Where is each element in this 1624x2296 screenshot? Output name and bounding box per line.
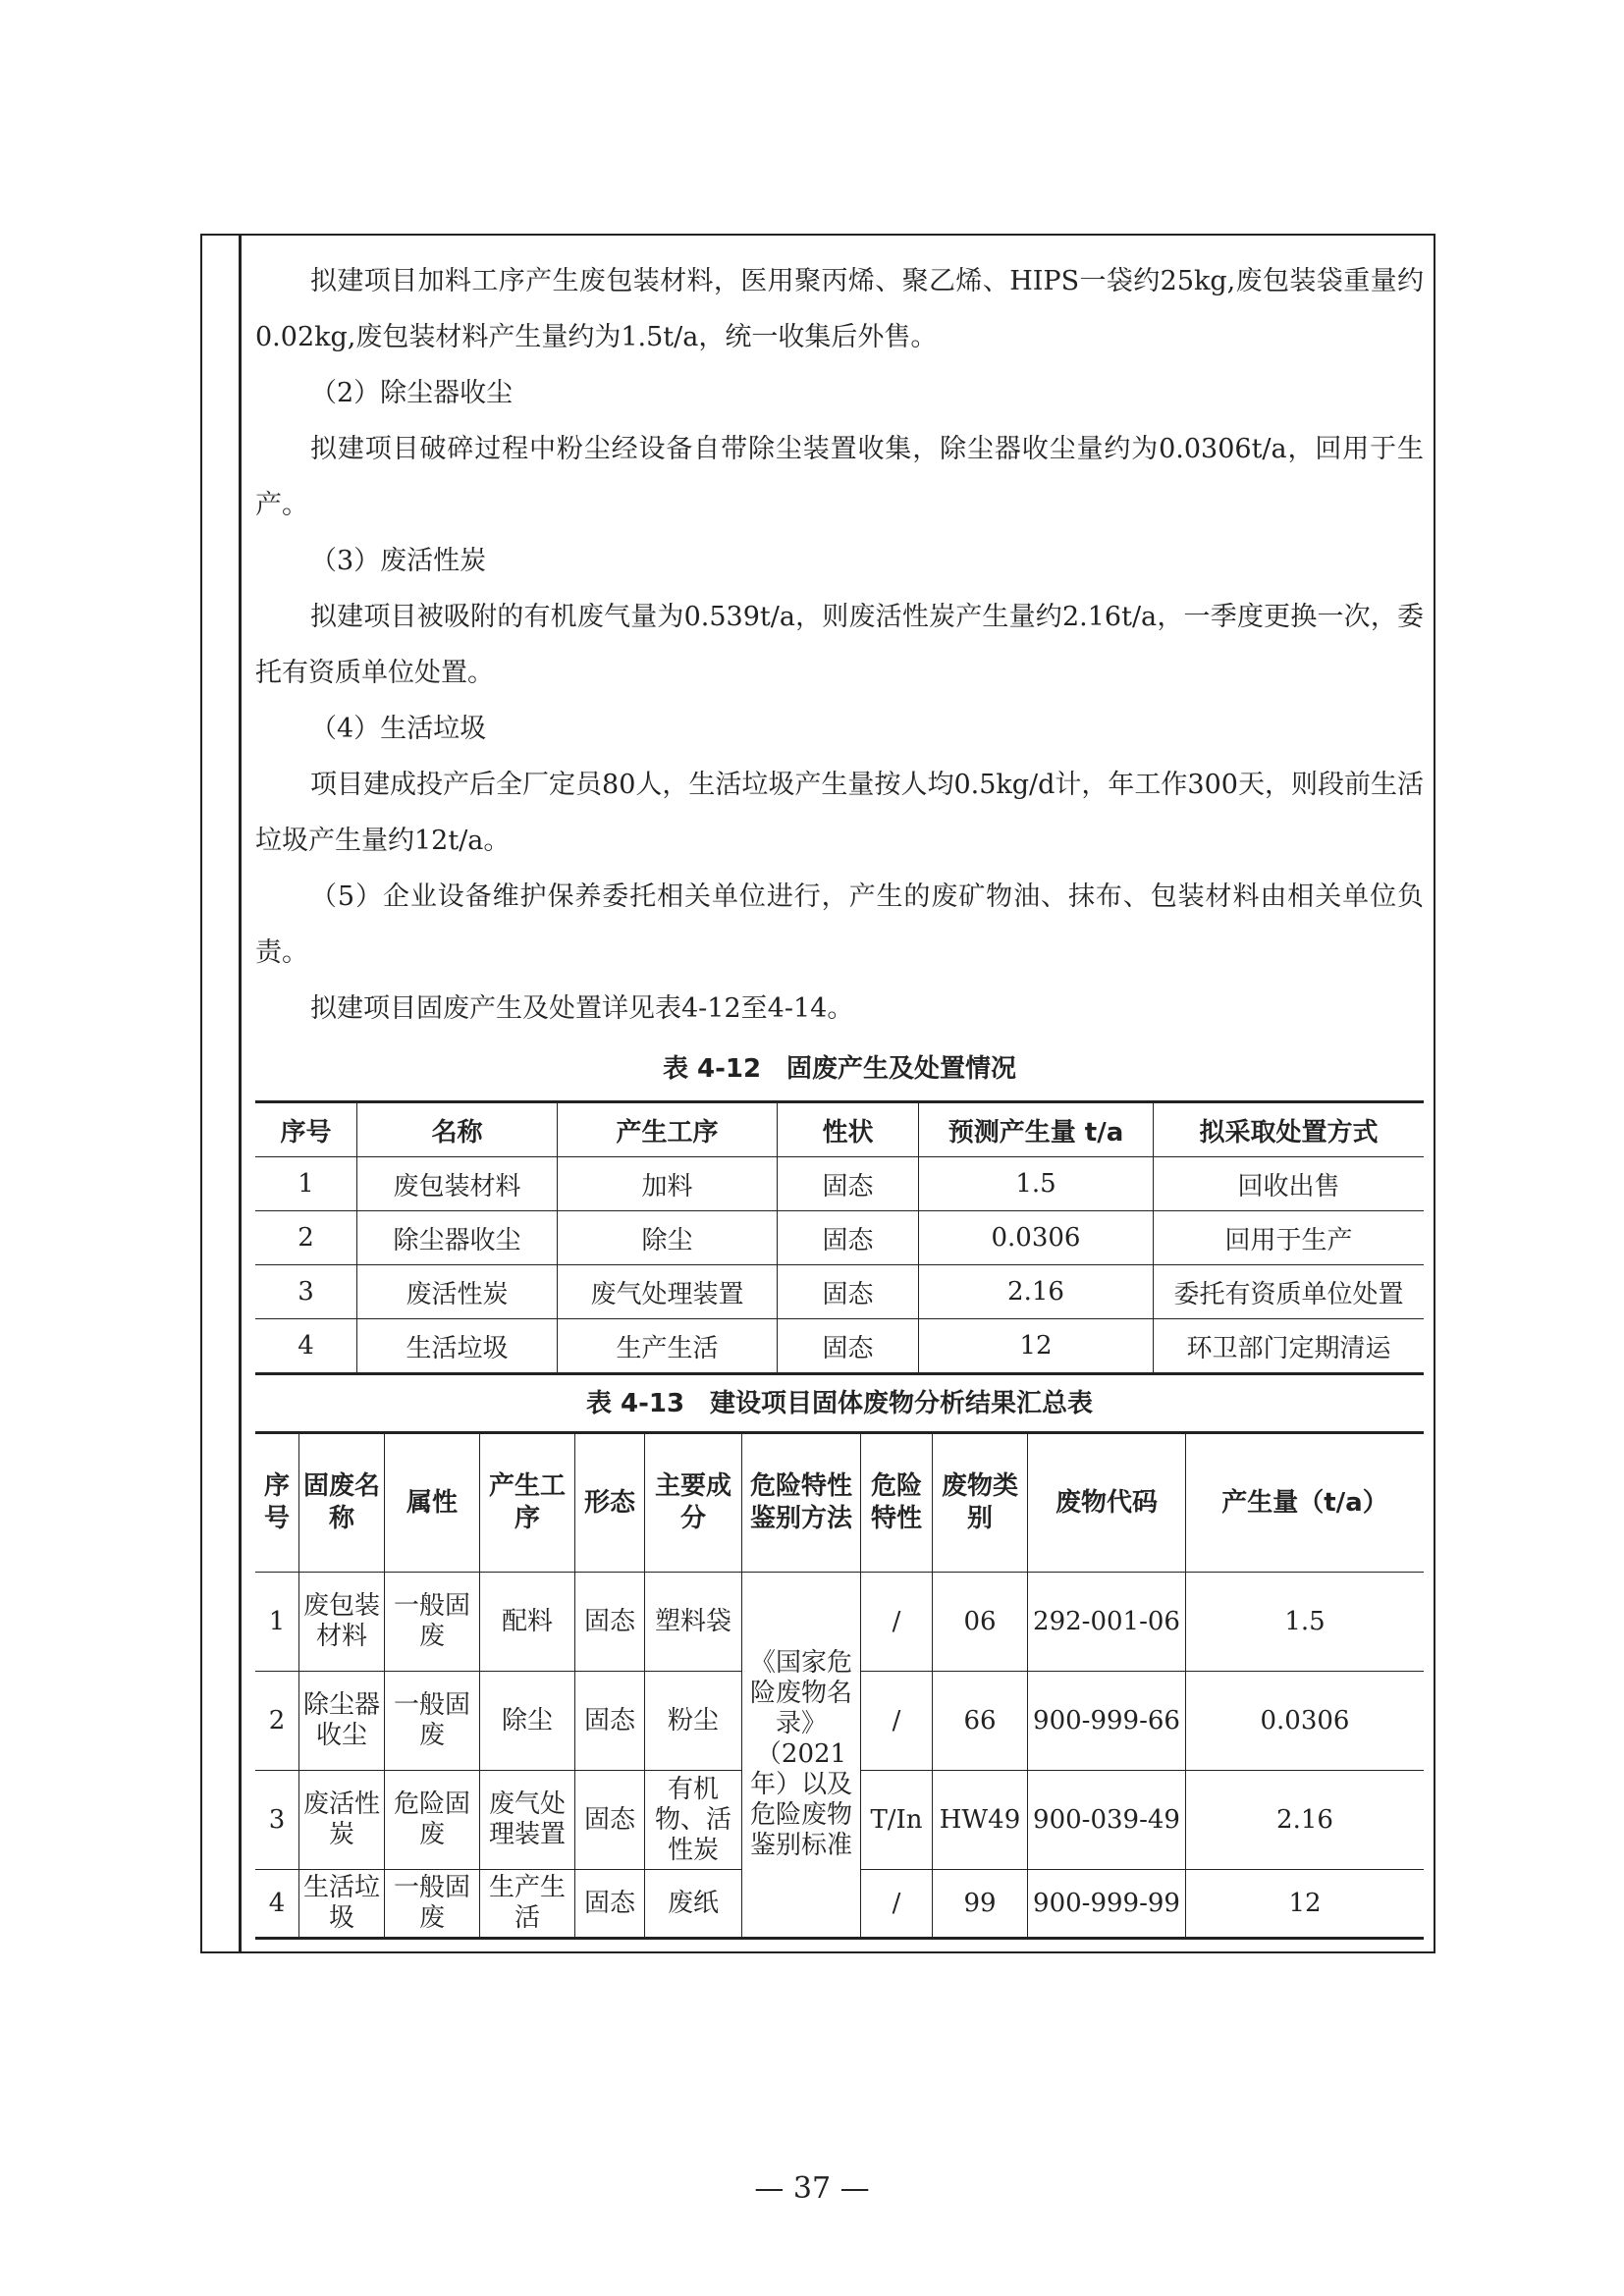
cell: 委托有资质单位处置 (1154, 1265, 1425, 1319)
table-header-row (255, 1433, 1424, 1573)
cell: / (861, 1672, 933, 1771)
cell: 900-039-49 (1028, 1771, 1186, 1870)
cell: 废包装材料 (299, 1573, 385, 1672)
cell: 废气处理装置 (480, 1771, 575, 1870)
cell: 3 (255, 1771, 299, 1870)
paragraph: （5）企业设备维护保养委托相关单位进行，产生的废矿物油、抹布、包装材料由相关单位负责。 (255, 881, 1424, 968)
header-cell: 危险特性 (861, 1433, 933, 1573)
cell: 固态 (575, 1771, 645, 1870)
cell: 危险固废 (385, 1771, 480, 1870)
paragraph: 项目建成投产后全厂定员80人，生活垃圾产生量按人均0.5kg/d计，年工作300天，则段前生活垃圾产生量约12t/a。 (255, 770, 1424, 856)
cell: 配料 (480, 1573, 575, 1672)
cell: 12 (1186, 1870, 1425, 1939)
cell: 2.16 (919, 1265, 1154, 1319)
cell: 固态 (575, 1870, 645, 1939)
cell: 除尘器收尘 (357, 1211, 558, 1265)
header-cell: 固废名称 (299, 1433, 385, 1573)
cell: 06 (933, 1573, 1028, 1672)
header-cell: 预测产生量 t/a (919, 1102, 1154, 1157)
page-number: — 37 — (754, 2171, 870, 2206)
cell: 生产生活 (558, 1319, 778, 1374)
header-cell: 拟采取处置方式 (1154, 1102, 1425, 1157)
cell: 固态 (575, 1672, 645, 1771)
header-cell: 产生工序 (558, 1102, 778, 1157)
table-4-12 (255, 1100, 1424, 1375)
header-cell: 产生量（t/a） (1186, 1433, 1425, 1573)
table-row (255, 1211, 1424, 1265)
cell: 2.16 (1186, 1771, 1425, 1870)
header-cell: 名称 (357, 1102, 558, 1157)
cell: 1 (255, 1573, 299, 1672)
table-row (255, 1157, 1424, 1211)
table-row (255, 1319, 1424, 1374)
subheading: （4）生活垃圾 (310, 714, 487, 744)
cell: 塑料袋 (645, 1573, 742, 1672)
cell: 1.5 (919, 1157, 1154, 1211)
cell: 加料 (558, 1157, 778, 1211)
header-cell: 性状 (778, 1102, 919, 1157)
cell: 900-999-66 (1028, 1672, 1186, 1771)
cell: 回收出售 (1154, 1157, 1425, 1211)
table-row (255, 1265, 1424, 1319)
table-4-13-title: 表 4-13 建设项目固体废物分析结果汇总表 (585, 1389, 1094, 1418)
cell: 生活垃圾 (299, 1870, 385, 1939)
cell: 66 (933, 1672, 1028, 1771)
cell: 固态 (575, 1573, 645, 1672)
cell: 环卫部门定期清运 (1154, 1319, 1425, 1374)
header-cell: 形态 (575, 1433, 645, 1573)
header-cell: 序号 (255, 1433, 299, 1573)
header-cell: 废物类别 (933, 1433, 1028, 1573)
table-row (255, 1573, 1424, 1672)
cell: 生活垃圾 (357, 1319, 558, 1374)
cell: 3 (255, 1265, 357, 1319)
cell: 99 (933, 1870, 1028, 1939)
cell: 废纸 (645, 1870, 742, 1939)
header-cell: 废物代码 (1028, 1433, 1186, 1573)
header-cell: 危险特性鉴别方法 (742, 1433, 861, 1573)
cell: 废气处理装置 (558, 1265, 778, 1319)
cell: 固态 (778, 1319, 919, 1374)
cell: 一般固废 (385, 1573, 480, 1672)
cell: 0.0306 (919, 1211, 1154, 1265)
cell: 12 (919, 1319, 1154, 1374)
subheading: （2）除尘器收尘 (310, 378, 514, 408)
cell: T/In (861, 1771, 933, 1870)
cell: 除尘 (558, 1211, 778, 1265)
cell: 一般固废 (385, 1870, 480, 1939)
cell: 1.5 (1186, 1573, 1425, 1672)
cell: 废包装材料 (357, 1157, 558, 1211)
cell: 生产生活 (480, 1870, 575, 1939)
cell: / (861, 1870, 933, 1939)
cell: 粉尘 (645, 1672, 742, 1771)
cell: 900-999-99 (1028, 1870, 1186, 1939)
paragraph: 拟建项目加料工序产生废包装材料，医用聚丙烯、聚乙烯、HIPS一袋约25kg,废包装袋重量约0.02kg,废包装材料产生量约为1.5t/a，统一收集后外售。 (255, 266, 1424, 352)
cell: 废活性炭 (299, 1771, 385, 1870)
cell: 废活性炭 (357, 1265, 558, 1319)
cell: 1 (255, 1157, 357, 1211)
cell: 回用于生产 (1154, 1211, 1425, 1265)
page-content (255, 234, 1424, 1940)
cell: 固态 (778, 1265, 919, 1319)
paragraph: 拟建项目破碎过程中粉尘经设备自带除尘装置收集，除尘器收尘量约为0.0306t/a，回用于生产。 (255, 434, 1424, 520)
subheading: （3）废活性炭 (310, 546, 487, 576)
table-header-row (255, 1102, 1424, 1157)
cell: 4 (255, 1319, 357, 1374)
frame-left-rule (239, 234, 242, 1953)
cell: 固态 (778, 1157, 919, 1211)
header-cell: 产生工序 (480, 1433, 575, 1573)
cell: 除尘 (480, 1672, 575, 1771)
paragraph: 拟建项目固废产生及处置详见表4-12至4-14。 (310, 993, 854, 1024)
cell: 一般固废 (385, 1672, 480, 1771)
cell: 4 (255, 1870, 299, 1939)
header-cell: 主要成分 (645, 1433, 742, 1573)
table-4-13 (255, 1431, 1424, 1940)
cell: 固态 (778, 1211, 919, 1265)
header-cell: 序号 (255, 1102, 357, 1157)
merged-method-cell: 《国家危险废物名录》（2021年）以及危险废物鉴别标准 (742, 1573, 861, 1939)
table-4-12-title: 表 4-12 固废产生及处置情况 (662, 1054, 1017, 1084)
paragraph: 拟建项目被吸附的有机废气量为0.539t/a，则废活性炭产生量约2.16t/a，一季度更换一次，委托有资质单位处置。 (255, 602, 1424, 688)
header-cell: 属性 (385, 1433, 480, 1573)
cell: 0.0306 (1186, 1672, 1425, 1771)
cell: 2 (255, 1672, 299, 1771)
cell: 292-001-06 (1028, 1573, 1186, 1672)
cell: 除尘器收尘 (299, 1672, 385, 1771)
cell: 有机物、活性炭 (645, 1771, 742, 1870)
cell: 2 (255, 1211, 357, 1265)
cell: HW49 (933, 1771, 1028, 1870)
cell: / (861, 1573, 933, 1672)
